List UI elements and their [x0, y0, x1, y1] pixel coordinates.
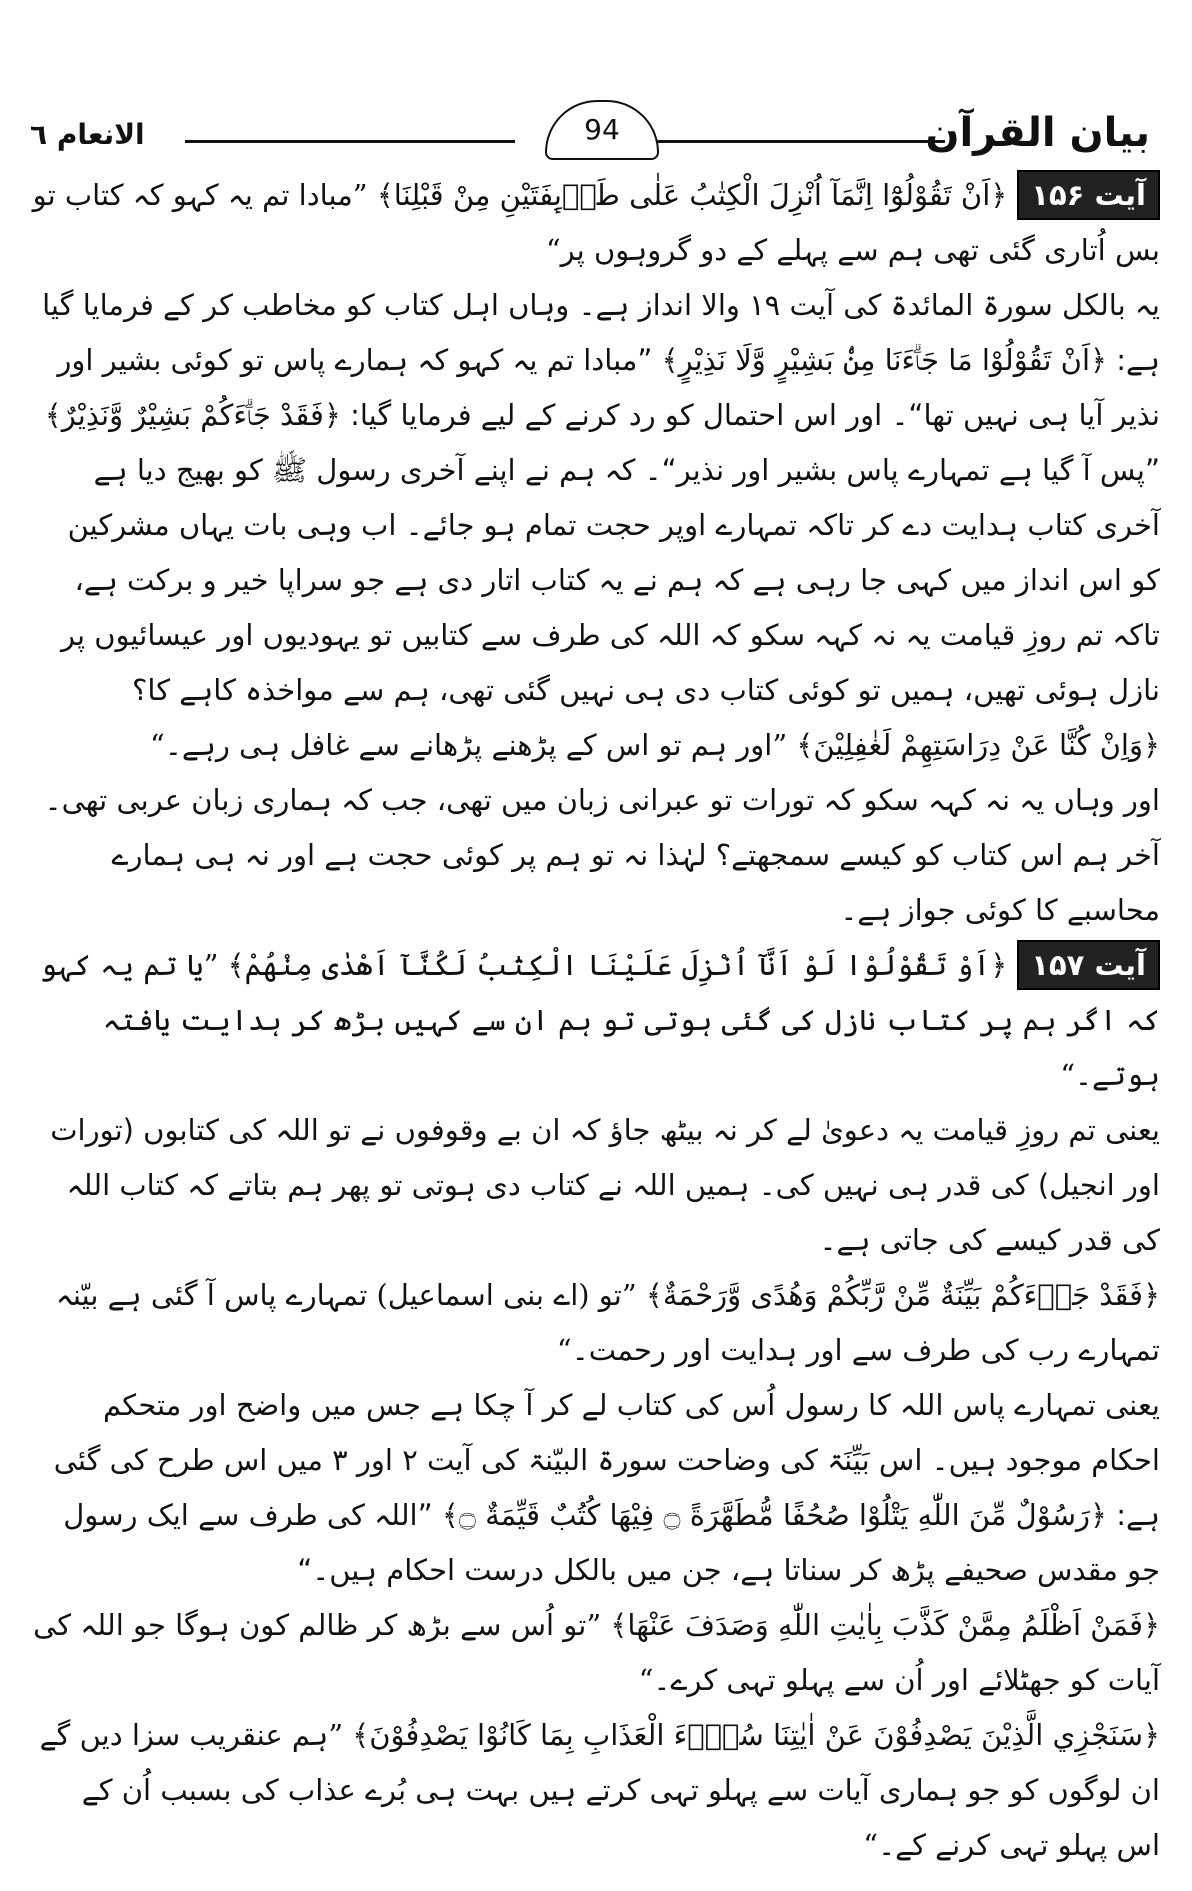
paragraph: یعنی تم روزِ قیامت یہ دعویٰ لے کر نہ بیٹھ جاؤ کہ ان بے وقوفوں نے تو اللہ کی کتابوں (تورات اور انجیل) کی قدر ہی نہیں کی۔ ہمیں اللہ نے کتاب دی ہوتی تو پھر ہم بتاتے کہ کتاب اللہ کی قدر کیسے کی جاتی ہے۔ — [50, 1113, 1160, 1257]
page-number: 94 — [545, 100, 659, 160]
header-rule-left — [185, 140, 515, 143]
paragraph: ﴿سَنَجْزِي الَّذِيْنَ يَصْدِفُوْنَ عَنْ اٰيٰتِنَا سُوْۗءَ الْعَذَابِ بِمَا كَانُوْا يَصْدِفُوْنَ﴾ ”ہم عنقریب سزا دیں گے ان لوگوں کو جو ہماری آیات سے پہلو تہی کرتے ہیں بہت ہی بُرے عذاب کی بسبب اُن کے اس پہلو تہی کرنے کے۔“ — [39, 1718, 1160, 1862]
ayah-badge: آیت ۱۵۶ — [1017, 170, 1160, 220]
book-page — [20, 80, 1180, 1870]
paragraph: یہ بالکل سورۃ المائدۃ کی آیت ۱۹ والا انداز ہے۔ وہاں اہل کتاب کو مخاطب کر کے فرمایا گیا ہے: ﴿اَنْ تَقُوْلُوْا مَا جَاۗءَنَا مِنْۢ بَشِيْرٍ وَّلَا نَذِيْرٍ﴾ ”مبادا تم یہ کہو کہ ہمارے پاس تو کوئی بشیر اور نذیر آیا ہی نہیں تھا“۔ اور اس احتمال کو رد کرنے کے لیے فرمایا گیا: ﴿فَقَدْ جَاۗءَكُمْ بَشِيْرٌ وَّنَذِيْرٌ﴾ ”پس آ گیا ہے تمہارے پاس بشیر اور نذیر“۔ کہ ہم نے اپنے آخری رسول ﷺ کو بھیج دیا ہے آخری کتاب ہدایت دے کر تاکہ تمہارے اوپر حجت تمام ہو جائے۔ اب وہی بات یہاں مشرکین کو اس انداز میں کہی جا رہی ہے کہ ہم نے یہ کتاب اتار دی ہے جو سراپا خیر و برکت ہے، تاکہ تم روزِ قیامت یہ نہ کہہ سکو کہ اللہ کی طرف سے کتابیں تو یہودیوں اور عیسائیوں پر نازل ہوئی تھیں، ہمیں تو کوئی کتاب دی ہی نہیں گئی تھی، ہم سے مواخذہ کاہے کا؟ — [42, 288, 1160, 707]
paragraph: ﴿فَقَدْ جَاۗءَكُمْ بَيِّنَةٌ مِّنْ رَّبِّكُمْ وَهُدًى وَّرَحْمَةٌ﴾ ”تو (اے بنی اسماعیل) تمہارے پاس آ گئی ہے بیّنہ تمہارے رب کی طرف سے اور ہدایت اور رحمت۔“ — [55, 1278, 1160, 1367]
book-title: بیان القرآن — [925, 110, 1150, 156]
paragraph: ﴿فَمَنْ اَظْلَمُ مِمَّنْ كَذَّبَ بِاٰيٰتِ اللّٰهِ وَصَدَفَ عَنْهَا﴾ ”تو اُس سے بڑھ کر ظالم کون ہوگا جو اللہ کی آیات کو جھٹلائے اور اُن سے پہلو تہی کرے۔“ — [33, 1608, 1160, 1697]
paragraph: اور وہاں یہ نہ کہہ سکو کہ تورات تو عبرانی زبان میں تھی، جب کہ ہماری زبان عربی تھی۔ آخر ہم اس کتاب کو کیسے سمجھتے؟ لہٰذا نہ تو ہم پر کوئی حجت ہے اور نہ ہی ہمارے محاسبے کا کوئی جواز ہے۔ — [44, 783, 1160, 927]
paragraph-text: ﴿اَوْ تَقُوْلُوْا لَوْ اَنَّآ اُنْزِلَ عَلَيْنَا الْكِتٰبُ لَكُنَّآ اَهْدٰى مِنْهُمْ﴾ ”یا تم یہ کہو کہ اگر ہم پر کتاب نازل کی گئی ہوتی تو ہم ان سے کہیں بڑھ کر ہدایت یافتہ ہوتے۔“ — [39, 948, 1160, 1092]
page-header — [20, 100, 1180, 160]
surah-name: الانعام ٦ — [30, 118, 145, 151]
ayah-badge: آیت ۱۵۷ — [1017, 940, 1160, 990]
paragraph — [30, 938, 1160, 1103]
page-body — [30, 168, 1160, 1873]
paragraph: ﴿وَاِنْ كُنَّا عَنْ دِرَاسَتِهِمْ لَغٰفِلِيْنَ﴾ ”اور ہم تو اس کے پڑھنے پڑھانے سے غافل ہی رہے۔“ — [150, 728, 1160, 762]
paragraph-text: ﴿اَنْ تَقُوْلُوْٓا اِنَّمَآ اُنْزِلَ الْكِتٰبُ عَلٰی طَاۗىِٕفَتَیْنِ مِنْ قَبْلِنَا﴾ ”مبادا تم یہ کہو کہ کتاب تو بس اُتاری گئی تھی ہم سے پہلے کے دو گروہوں پر“ — [32, 178, 1160, 267]
paragraph: یعنی تمہارے پاس اللہ کا رسول اُس کی کتاب لے کر آ چکا ہے جس میں واضح اور متحکم احکام موجود ہیں۔ اس بَیِّنَۃ کی وضاحت سورۃ البیّنۃ کی آیت ۲ اور ۳ میں اس طرح کی گئی ہے: ﴿رَسُوْلٌ مِّنَ اللّٰهِ يَتْلُوْا صُحُفًا مُّطَهَّرَةً ۝ فِيْهَا كُتُبٌ قَيِّمَةٌ ۝﴾ ”اللہ کی طرف سے ایک رسول جو مقدس صحیفے پڑھ کر سناتا ہے، جن میں بالکل درست احکام ہیں۔“ — [53, 1388, 1160, 1587]
header-rule-right — [615, 140, 945, 143]
paragraph — [30, 168, 1160, 278]
